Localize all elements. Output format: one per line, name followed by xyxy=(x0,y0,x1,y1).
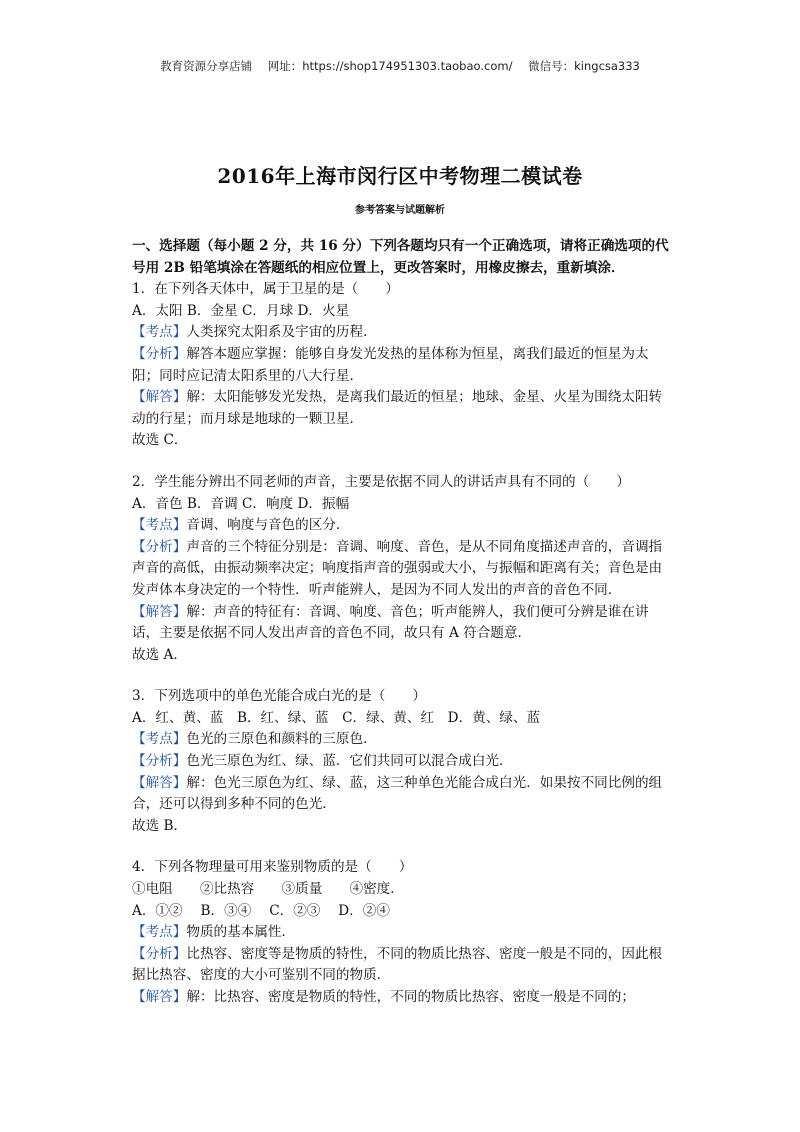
question-4 xyxy=(132,857,672,1008)
kaodian-tag: 【考点】 xyxy=(132,731,187,748)
question-stem: 1．在下列各天体中，属于卫星的是（ ） xyxy=(132,281,399,298)
jieda-tag: 【解答】 xyxy=(132,989,187,1005)
jieda-tag: 【解答】 xyxy=(132,603,187,620)
question-stem: 3．下列选项中的单色光能合成白光的是（ ） xyxy=(132,688,427,705)
kaodian-tag: 【考点】 xyxy=(132,924,187,941)
question-1 xyxy=(132,279,672,452)
document-title: 2016年上海市闵行区中考物理二模试卷 xyxy=(217,164,583,188)
question-items: ①电阻 ②比热容 ③质量 ④密度． xyxy=(132,881,404,898)
jieda-text: 解：色光三原色为红、绿、蓝，这三种单色光能合成白光．如果按不同比例的组合，还可以得到多种不同的色光． xyxy=(132,774,663,813)
jieda-text: 解：比热容、密度是物质的特性，不同的物质比热容、密度一般是不同的； xyxy=(186,989,635,1005)
fenxi-tag: 【分析】 xyxy=(132,753,187,770)
shop-url: 网址：https://shop174951303.taobao.com/ xyxy=(267,59,513,73)
document-body xyxy=(132,236,672,1009)
answer-line: 故选 B． xyxy=(132,817,188,834)
kaodian-text: 音调、响度与音色的区分． xyxy=(186,517,350,534)
fenxi-text: 色光三原色为红、绿、蓝．它们共同可以混合成白光． xyxy=(186,753,513,770)
fenxi-line xyxy=(132,344,672,387)
kaodian-line xyxy=(132,729,672,751)
kaodian-tag: 【考点】 xyxy=(132,324,187,341)
section-heading: 一、选择题（每小题 2 分，共 16 分）下列各题均只有一个正确选项，请将正确选项的代号用 2B 铅笔填涂在答题纸的相应位置上，更改答案时，用橡皮擦去，重新填涂． xyxy=(132,238,669,276)
shop-name: 教育资源分享店铺 xyxy=(160,59,253,73)
kaodian-line xyxy=(132,922,672,944)
fenxi-tag: 【分析】 xyxy=(132,945,187,962)
jieda-line xyxy=(132,602,672,645)
jieda-line xyxy=(132,773,672,816)
jieda-text: 解：声音的特征有：音调、响度、音色；听声能辨人，我们便可分辨是谁在讲话，主要是依据不同人发出声音的音色不同，故只有 A 符合题意． xyxy=(132,603,649,642)
kaodian-text: 色光的三原色和颜料的三原色． xyxy=(186,731,377,748)
jieda-text: 解：太阳能够发光发热，是离我们最近的恒星；地球、金星、火星为围绕太阳转动的行星；而月球是地球的一颗卫星． xyxy=(132,389,663,427)
answer-line: 故选 A． xyxy=(132,646,187,663)
document-subtitle: 参考答案与试题解析 xyxy=(355,205,445,216)
kaodian-line xyxy=(132,322,672,344)
question-options: A．①② B．③④ C．②③ D．②④ xyxy=(132,902,390,919)
fenxi-text: 比热容、密度等是物质的特性，不同的物质比热容、密度一般是不同的，因此根据比热容、密度的大小可鉴别不同的物质． xyxy=(132,945,663,984)
jieda-line xyxy=(132,987,672,1009)
question-options: A．太阳 B．金星 C．月球 D．火星 xyxy=(132,302,350,319)
fenxi-tag: 【分析】 xyxy=(132,345,187,362)
jieda-tag: 【解答】 xyxy=(132,389,187,406)
jieda-tag: 【解答】 xyxy=(132,774,187,791)
jieda-line xyxy=(132,387,672,430)
fenxi-text: 解答本题应掌握：能够自身发光发热的星体称为恒星，离我们最近的恒星为太阳；同时应记清太阳系里的八大行星． xyxy=(132,345,649,384)
question-options: A．音色 B．音调 C．响度 D．振幅 xyxy=(132,495,350,512)
kaodian-text: 人类探究太阳系及宇宙的历程． xyxy=(186,324,377,341)
fenxi-tag: 【分析】 xyxy=(132,538,187,555)
fenxi-line xyxy=(132,537,672,602)
kaodian-tag: 【考点】 xyxy=(132,517,187,534)
answer-line: 故选 C． xyxy=(132,432,188,449)
question-stem: 4．下列各物理量可用来鉴别物质的是（ ） xyxy=(132,859,413,876)
fenxi-line xyxy=(132,751,672,773)
question-options: A．红、黄、蓝 B．红、绿、蓝 C．绿、黄、红 D．黄、绿、蓝 xyxy=(132,709,541,726)
kaodian-text: 物质的基本属性． xyxy=(186,924,296,941)
kaodian-line xyxy=(132,515,672,537)
question-2 xyxy=(132,472,672,666)
fenxi-line xyxy=(132,944,672,987)
page-header xyxy=(0,58,800,74)
wechat-id: 微信号：kingcsa333 xyxy=(528,59,640,73)
question-stem: 2．学生能分辨出不同老师的声音，主要是依据不同人的讲话声具有不同的（ ） xyxy=(132,473,631,490)
fenxi-text: 声音的三个特征分别是：音调、响度、音色，是从不同角度描述声音的，音调指声音的高低，由振动频率决定；响度指声音的强弱或大小，与振幅和距离有关；音色是由发声体本身决定的一个特性．听声能辨人，是因为不同人发出的声音的音色不同． xyxy=(132,538,663,598)
question-3 xyxy=(132,686,672,837)
